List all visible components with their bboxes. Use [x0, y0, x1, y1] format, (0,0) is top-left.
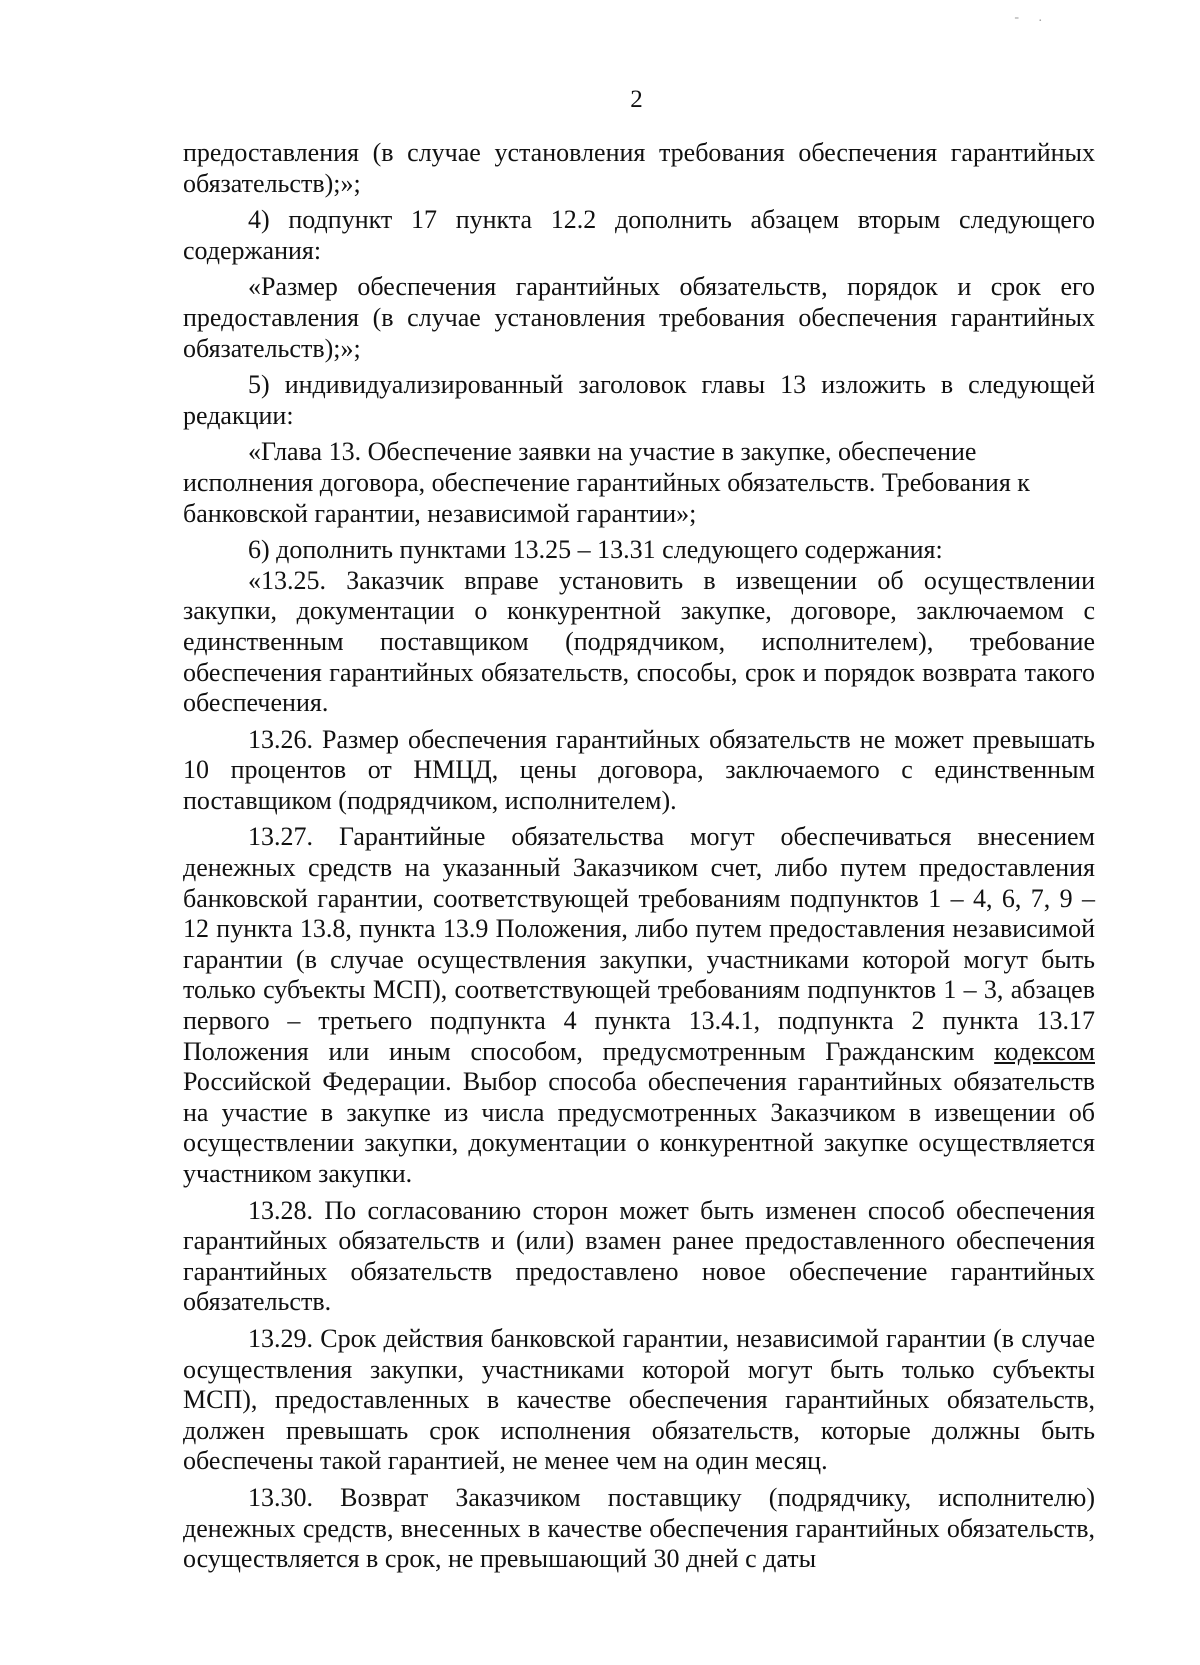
document-body — [183, 138, 1095, 1575]
paragraph-continuation: предоставления (в случае установления требования обеспечения гарантийных обязательств);»; — [183, 138, 1095, 198]
paragraph-13-27 — [183, 822, 1095, 1189]
paragraph-13-26: 13.26. Размер обеспечения гарантийных обязательств не может превышать 10 процентов от НМЦД, цены договора, заключаемого с единственным поставщиком (подрядчиком, исполнителем). — [183, 724, 1095, 815]
paragraph-13-30: 13.30. Возврат Заказчиком поставщику (подрядчику, исполнителю) денежных средств, внесенных в качестве обеспечения гарантийных обязательств, осуществляется в срок, не превышающий 30 дней с даты — [183, 1482, 1095, 1574]
paragraph-13-27-part-1: 13.27. Гарантийные обязательства могут обеспечиваться внесением денежных средств на указанный Заказчиком счет, либо путем предоставления банковской гарантии, соответствующей требованиям подпунктов 1 – 4, 6, 7, 9 – 12 пункта 13.8, пункта 13.9 Положения, либо путем предоставления независимой гарантии (в случае осуществления закупки, участниками которой могут быть только субъекты МСП), соответствующей требованиям подпунктов 1 – 3, абзацев первого – третьего подпункта 4 пункта 13.4.1, подпункта 2 пункта 13.17 Положения или иным способом, предусмотренным Гражданским — [183, 822, 1095, 1066]
page-number: 2 — [630, 86, 643, 113]
paragraph-13-29: 13.29. Срок действия банковской гарантии, независимой гарантии (в случае осуществления закупки, участниками которой могут быть только субъекты МСП), предоставленных в качестве обеспечения гарантийных обязательств, должен превышать срок исполнения обязательств, которые должны быть обеспечены такой гарантией, не менее чем на один месяц. — [183, 1323, 1095, 1476]
paragraph-item-4: 4) подпункт 17 пункта 12.2 дополнить абзацем вторым следующего содержания: — [183, 205, 1095, 265]
paragraph-13-25: «13.25. Заказчик вправе установить в извещении об осуществлении закупки, документации о конкурентной закупке, договоре, заключаемом с единственным поставщиком (подрядчиком, исполнителем), требование обеспечения гарантийных обязательств, способы, срок и порядок возврата такого обеспечения. — [183, 565, 1095, 718]
paragraph-13-28: 13.28. По согласованию сторон может быть изменен способ обеспечения гарантийных обязательств и (или) взамен ранее предоставленного обеспечения гарантийных обязательств предоставлено новое обеспечение гарантийных обязательств. — [183, 1195, 1095, 1317]
paragraph-quote-size: «Размер обеспечения гарантийных обязательств, порядок и срок его предоставления (в случае установления требования обеспечения гарантийных обязательств);»; — [183, 272, 1095, 363]
paragraph-chapter-title: «Глава 13. Обеспечение заявки на участие в закупке, обеспечение исполнения договора, обеспечение гарантийных обязательств. Требования к банковской гарантии, независимой гарантии»; — [183, 437, 1030, 528]
paragraph-item-5: 5) индивидуализированный заголовок главы 13 изложить в следующей редакции: — [183, 370, 1095, 430]
corner-marks: - . — [1014, 10, 1050, 25]
paragraph-13-27-part-2: Российской Федерации. Выбор способа обеспечения гарантийных обязательств на участие в закупке из числа предусмотренных Заказчиком в извещении об осуществлении закупки, документации о конкурентной закупке осуществляется участником закупки. — [183, 1067, 1095, 1188]
civil-code-link-text: кодексом — [994, 1036, 1095, 1066]
paragraph-item-6: 6) дополнить пунктами 13.25 – 13.31 следующего содержания: — [248, 535, 943, 565]
